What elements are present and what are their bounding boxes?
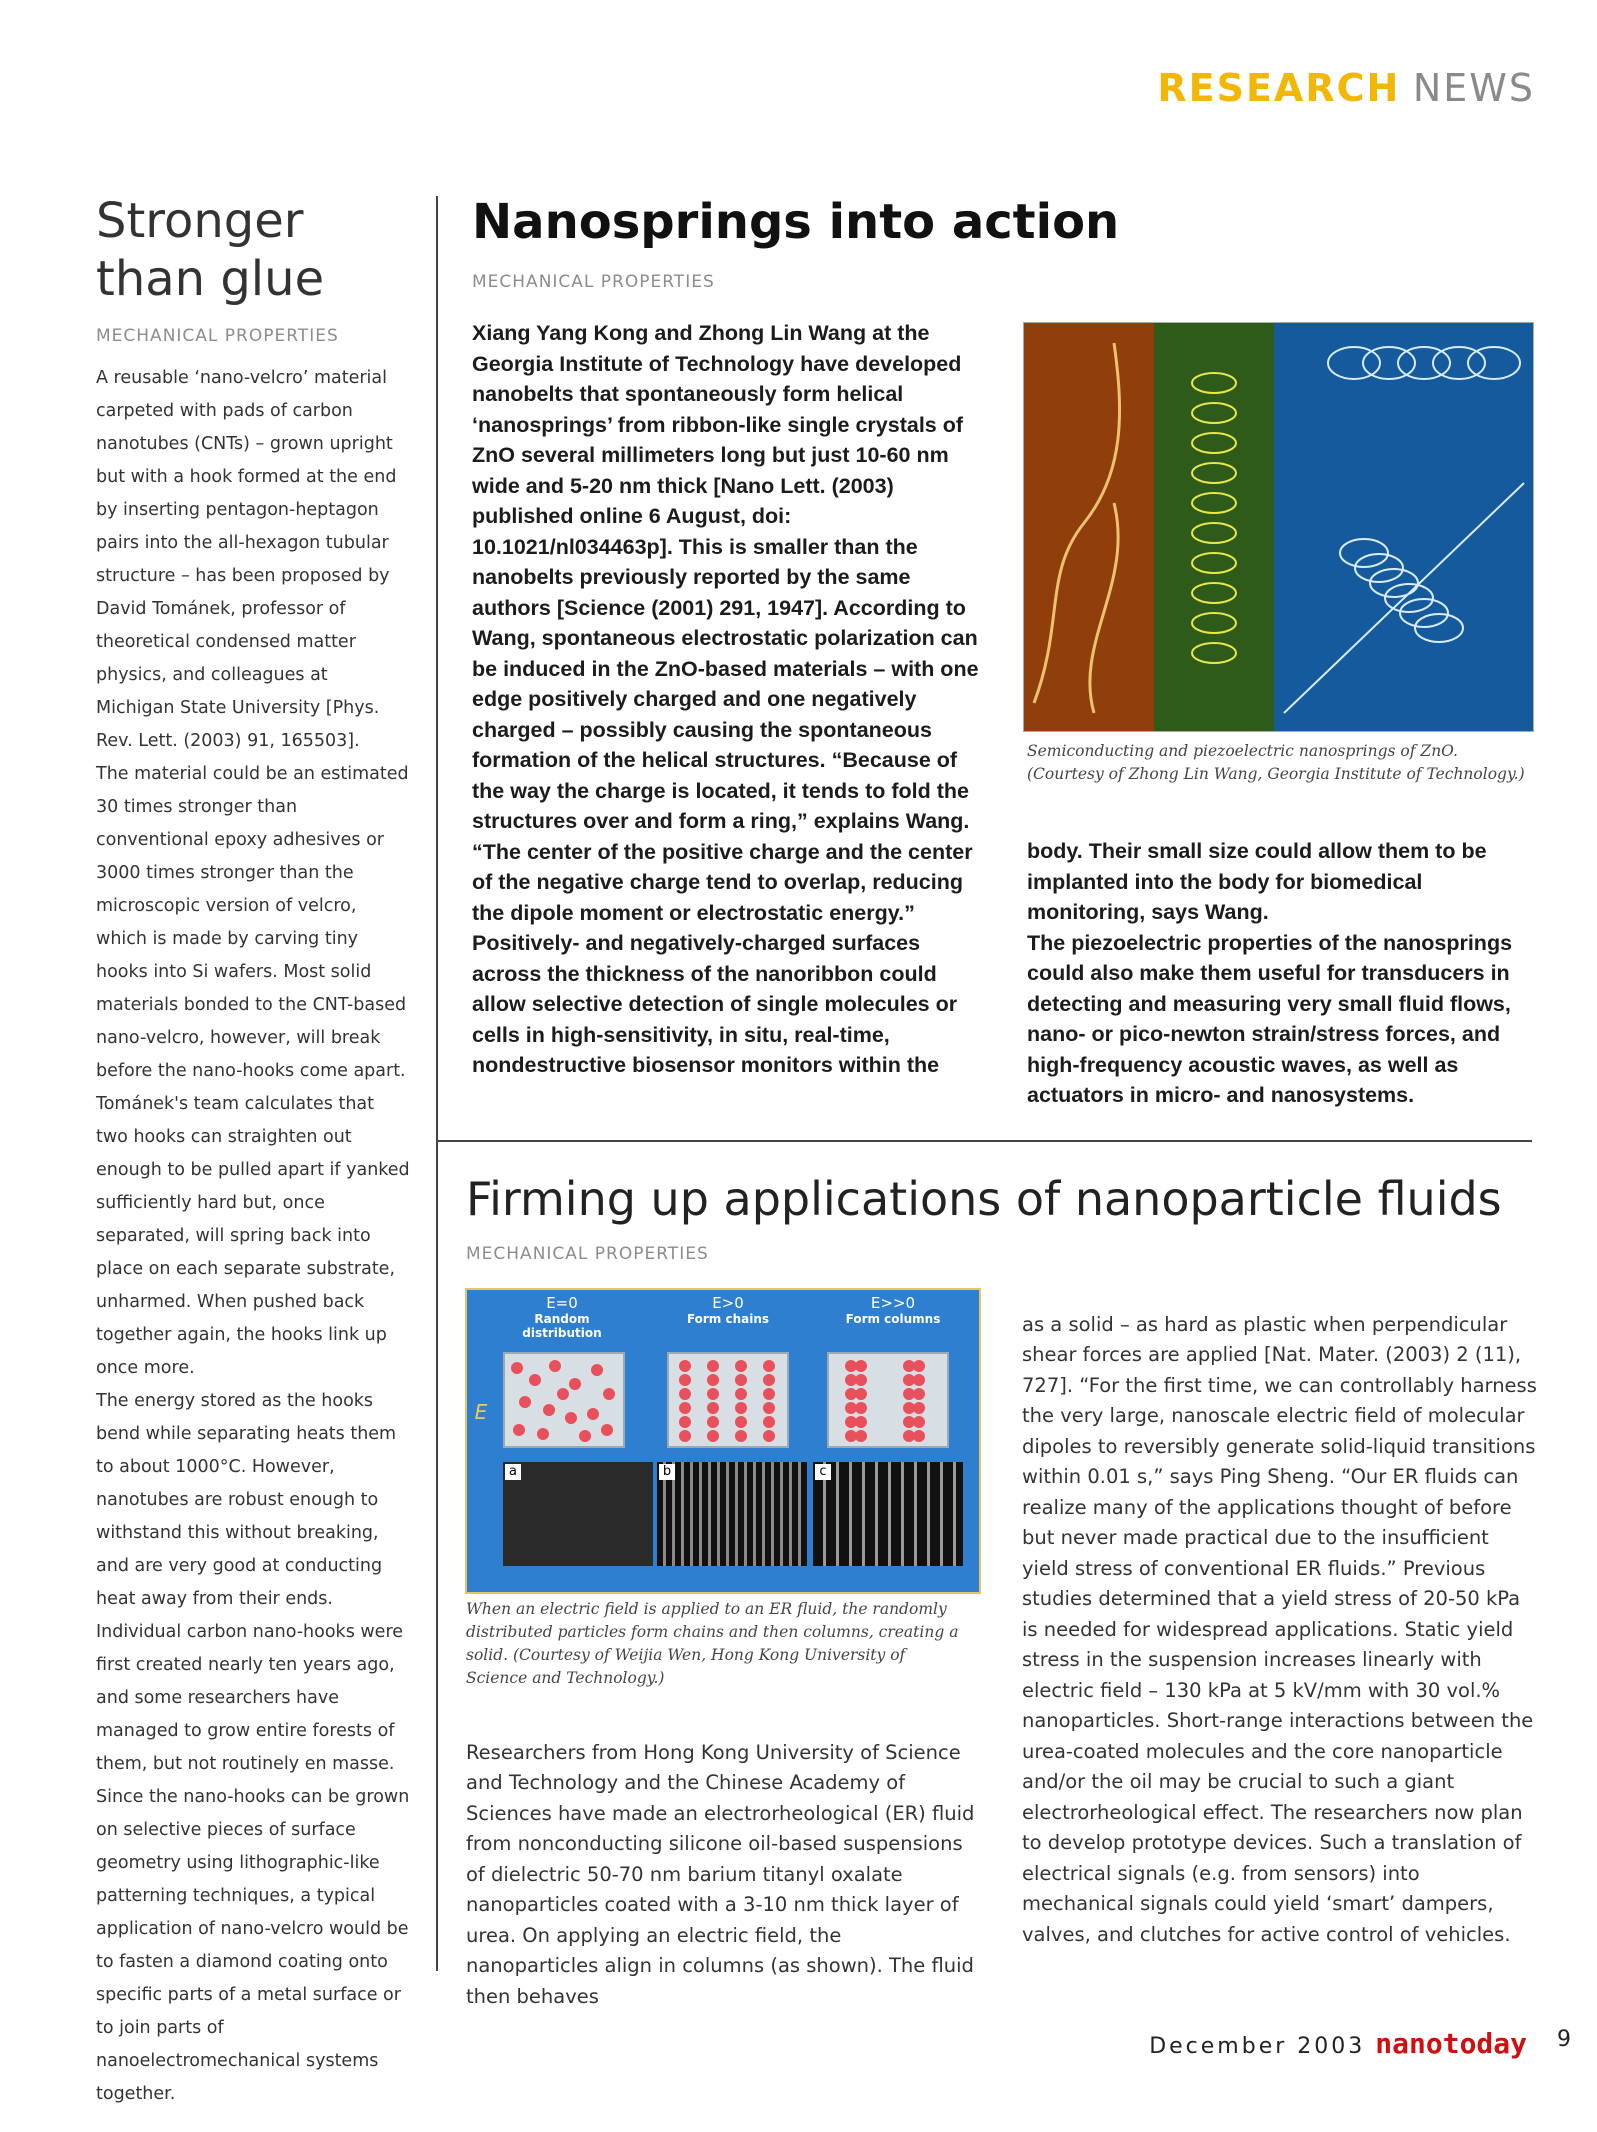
left-article-section: MECHANICAL PROPERTIES [96, 326, 339, 346]
panel-a-header [497, 1294, 627, 1340]
micrograph-c-tag: c [815, 1464, 831, 1480]
panel-a-field: E=0 [546, 1294, 578, 1312]
main-article-col2 [1027, 836, 1537, 1111]
chain-particles-icon [669, 1354, 787, 1446]
nanosprings-caption: Semiconducting and piezoelectric nanosprings of ZnO. (Courtesy of Zhong Lin Wang, Georgia Institute of Technology.) [1027, 742, 1525, 783]
nanosprings-figure [1023, 322, 1534, 732]
micrograph-b [657, 1462, 807, 1566]
main-article-col1 [472, 318, 990, 1081]
er-fluid-caption: When an electric field is applied to an ER fluid, the randomly distributed particles form chains and then columns, creating a solid. (Courtesy of Weijia Wen, Hong Kong University of Science and Technology.) [466, 1600, 959, 1687]
main-article-title: Nanosprings into action [472, 194, 1120, 250]
bottom-article-title: Firming up applications of nanoparticle fluids [466, 1172, 1502, 1226]
micrograph-a-tag: a [505, 1464, 521, 1480]
main-article-section: MECHANICAL PROPERTIES [472, 272, 715, 292]
column-particles-icon [829, 1354, 947, 1446]
horizontal-divider [436, 1140, 1532, 1142]
particles-columns [827, 1352, 949, 1448]
micrograph-a [503, 1462, 653, 1566]
random-particles-icon [505, 1354, 623, 1446]
field-axis-label: E [474, 1400, 488, 1424]
left-paragraph: Since the nano-hooks can be grown on selective pieces of surface geometry using lithographic-like patterning techniques, a typical application of nano-velcro would be to fasten a diamond coating onto specific parts of a metal surface or to join parts of nanoelectromechanical systems together. [96, 1787, 410, 2104]
bottom-col2-text: as a solid – as hard as plastic when perpendicular shear forces are applied [Nat. Mater. (2003) 2 (11), 727]. “For the first time, we can controllably harness the very large, nanoscale electric field of molecular dipoles to reversibly generate solid-liquid transitions within 0.01 s,” says Ping Sheng. “Our ER fluids can realize many of the applications thought of before but never made practical due to the insufficient yield stress of conventional ER fluids.” Previous studies determined that a yield stress of 20-50 kPa is needed for widespread applications. Static yield stress in the suspension increases linearly with electric field – 130 kPa at 5 kV/mm with 30 vol.% nanoparticles. Short-range interactions between the urea-coated molecules and the core nanoparticle and/or the oil may be crucial to such a giant electrorheological effect. The researchers now plan to develop prototype devices. Such a translation of electrical signals (e.g. from sensors) into mechanical signals could yield ‘smart’ dampers, valves, and clutches for active control of vehicles. [1022, 1312, 1537, 1946]
page-number: 9 [1557, 2027, 1571, 2052]
main-col1-text: Xiang Yang Kong and Zhong Lin Wang at the Georgia Institute of Technology have developed nanobelts that spontaneously form helical ‘nanosprings’ from ribbon-like single crystals of ZnO several millimeters long but just 10-60 nm wide and 5-20 nm thick [Nano Lett. (2003) published online 6 August, doi: 10.1021/nl034463p]. This is smaller than the nanobelts previously reported by the same authors [Science (2001) 291, 1947]. According to Wang, spontaneous electrostatic polarization can be induced in the ZnO-based materials – with one edge positively charged and one negatively charged – possibly causing the spontaneous formation of the helical structures. “Because of the way the charge is located, it tends to fold the structures over and form a ring,” explains Wang. “The center of the positive charge and the center of the negative charge tend to overlap, reducing the dipole moment or electrostatic energy.” Positively- and negatively-charged surfaces across the thickness of the nanoribbon could allow selective detection of single molecules or cells in high-sensitivity, in situ, real-time, nondestructive biosensor monitors within the [472, 321, 979, 1077]
left-article-body [96, 362, 411, 2111]
panel-c-field: E>>0 [870, 1294, 916, 1312]
main-col2-p1: body. Their small size could allow them to be implanted into the body for biomedical monitoring, says Wang. [1027, 839, 1487, 924]
brand-logo: nanotoday [1375, 2027, 1527, 2060]
bottom-article-col2 [1022, 1290, 1537, 1970]
particles-random [503, 1352, 625, 1448]
bottom-article-col1 [466, 1718, 978, 2032]
panel-a-label: Random distribution [522, 1312, 602, 1340]
panel-b-header [663, 1294, 793, 1326]
column-divider-left [436, 196, 438, 1971]
panel-b-label: Form chains [686, 1312, 770, 1326]
micrograph-c [813, 1462, 963, 1566]
header-news: NEWS [1412, 66, 1535, 110]
left-paragraph: The energy stored as the hooks bend while separating heats them to about 1000°C. However, nanotubes are robust enough to withstand this without breaking, and are very good at conducting heat away from their ends. Individual carbon nano-hooks were first created nearly ten years ago, and some researchers have managed to grow entire forests of them, but not routinely en masse. [96, 1391, 404, 1774]
left-paragraph: The material could be an estimated 30 times stronger than conventional epoxy adhesives or 3000 times stronger than the microscopic version of velcro, which is made by carving tiny hooks into Si wafers. Most solid materials bonded to the CNT-based nano-velcro, however, will break before the nano-hooks come apart. Tománek's team calculates that two hooks can straighten out enough to be pulled apart if yanked sufficiently hard but, once separated, will spring back into place on each separate substrate, unharmed. When pushed back together again, the hooks link up once more. [96, 764, 410, 1378]
left-paragraph: A reusable ‘nano-velcro’ material carpeted with pads of carbon nanotubes (CNTs) – grown upright but with a hook formed at the end by inserting pentagon-heptagon pairs into the all-hexagon tubular structure – has been proposed by David Tománek, professor of theoretical condensed matter physics, and colleagues at Michigan State University [Phys. Rev. Lett. (2003) 91, 165503]. [96, 368, 397, 751]
micrograph-b-tag: b [659, 1464, 675, 1480]
bottom-col1-text: Researchers from Hong Kong University of Science and Technology and the Chinese Academy of Sciences have made an electrorheological (ER) fluid from nonconducting silicone oil-based suspensions of dielectric 50-70 nm barium titanyl oxalate nanoparticles coated with a 3-10 nm thick layer of urea. On applying an electric field, the nanoparticles align in columns (as shown). The fluid then behaves [466, 1740, 975, 2008]
particles-chains [667, 1352, 789, 1448]
footer-date: December 2003 [1149, 2034, 1366, 2059]
panel-c-header [823, 1294, 963, 1326]
nanosprings-image [1024, 323, 1533, 731]
panel-c-label: Form columns [845, 1312, 941, 1326]
main-col2-p2: The piezoelectric properties of the nanosprings could also make them useful for transducers in detecting and measuring very small fluid flows, nano- or pico-newton strain/stress forces, and high-frequency acoustic waves, as well as actuators in micro- and nanosystems. [1027, 930, 1513, 1107]
er-fluid-figure [465, 1288, 981, 1594]
panel-b-field: E>0 [712, 1294, 744, 1312]
page-footer [1149, 2027, 1527, 2060]
section-header [1157, 66, 1535, 111]
header-research: RESEARCH [1157, 66, 1401, 110]
bottom-article-section: MECHANICAL PROPERTIES [466, 1244, 709, 1264]
left-article-title: Stronger than glue [96, 193, 325, 307]
